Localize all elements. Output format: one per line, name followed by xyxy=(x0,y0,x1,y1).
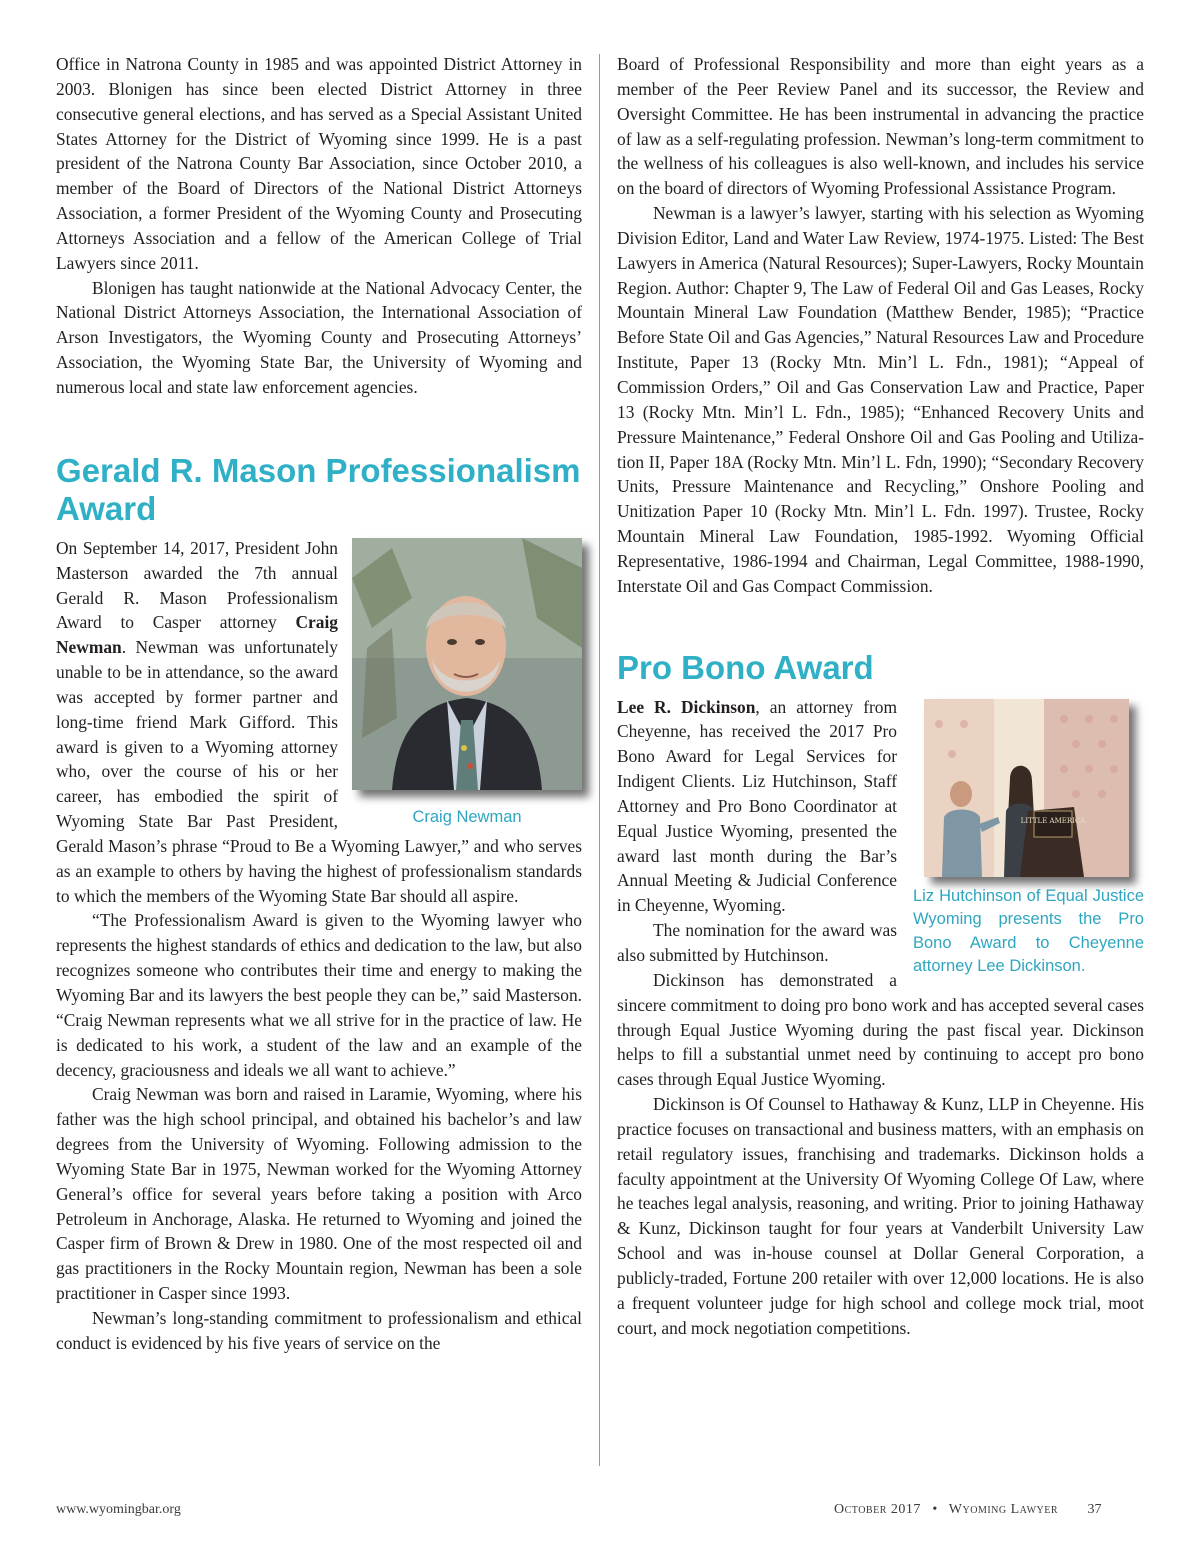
paragraph-blonigen-taught: Blonigen has taught nationwide at the National Advocacy Center, the National District Attorneys Association, the International Association of Arson Investigators, the Wyoming County and Prosecuting Attorneys’ Association, the Wyoming State Bar, the University of Wyoming and numerous local and state law enforcement agencies. xyxy=(56,277,582,397)
dickinson-figure xyxy=(913,695,1144,979)
lee-dickinson-name: Lee R. Dickinson xyxy=(617,696,756,717)
award-intro-text: On September 14, 2017, President John Masterson awarded the 7th annual Gerald R. Mason Professionalism Award to Casper attorney xyxy=(56,537,338,633)
paragraph-newman-board: Board of Professional Responsibility and more than eight years as a member of the Peer Review Panel and its successor, the Review and Oversight Committee. He has been instrumental in advancing the practice of law as a self-regulating profession. Newman’s long-term commitment to the wellness of his colleagues is also well-known, and includes his service on the board of directors of Wyoming Professional Assistance Program. xyxy=(617,54,1144,199)
paragraph-blonigen-intro: Office in Natrona County in 1985 and was appointed District Attorney in 2003. Blonigen has since been elected District Attorney in three consecutive general elections, and has served as a Special Assistant United States Attorney for the District of Wyoming since 1999. He is a past president of the Natrona County Bar Association, since October 2010, a member of the Board of Directors of the National District Attorneys Association, a former President of the Wyoming County and Prosecuting Attorneys Association and a fellow of the American College of Trial Lawyers since 2011. xyxy=(56,54,582,273)
craig-newman-photo xyxy=(352,538,582,790)
pro-bono-photo-caption: Liz Hutchinson of Equal Justice Wyoming presents the Pro Bono Award to Cheyenne attorney Lee Dickinson. xyxy=(913,886,1144,976)
column-divider xyxy=(599,54,600,1466)
pro-bono-award-scene xyxy=(924,699,1129,877)
paragraph-masterson-quote: “The Professionalism Award is given to the Wyoming lawyer who represents the highest standards of ethics and dedication to the law, but also recognizes someone who contributes their time and energy to making the Wyoming Bar and its lawyers the best people they can be,” said Masterson. “Craig Newman represents what we all strive for in the practice of law. He is dedicated to his work, a student of the law and an example of the decency, graciousness and ideals we all want to achieve.” xyxy=(56,910,582,1080)
craig-newman-name: Craig Newman xyxy=(56,612,338,658)
paragraph-nomination: The nomination for the award was also submitted by Hutchinson. xyxy=(617,920,897,965)
paragraph-newman-commitment: Newman’s long-standing commitment to professionalism and ethical conduct is evidenced by his five years of service on the xyxy=(56,1307,582,1353)
footer-page-number: 37 xyxy=(1087,1502,1102,1517)
paragraph-newman-born: Craig Newman was born and raised in Laramie, Wyoming, where his father was the high school principal, and obtained his bachelor’s and law degrees from the University of Wyoming. Following admission to the Wyoming State Bar in 1975, Newman worked for the Wyoming Attorney General’s office for several years before taking a position with Arco Petroleum in Anchorage, Alaska. He returned to Wyoming and joined the Casper firm of Brown & Drew in 1980. One of the most respected oil and gas practitioners in the Rocky Mountain region, Newman has been a sole practitioner in Casper since 1993. xyxy=(56,1084,582,1304)
award-body-text: . Newman was unfortunately unable to be in attendance, so the award was accepted by former partner and long-time friend Mark Gifford. This award is given to a Wyoming attorney who, over the course of his or her career, has embodied the spirit of Wyoming State Bar Past President, Gerald Mason’s phrase “Proud to Be a Wyoming Lawyer,” and who serves as an example to others by having the highest of professionalism standards to which the members of the Wyoming State Bar should all aspire. xyxy=(56,637,582,906)
pro-bono-award-photo xyxy=(924,699,1129,877)
paragraph-newman-lawyers-lawyer: Newman is a lawyer’s lawyer, starting with his selection as Wyoming Division Editor, Land and Water Law Review, 1974-1975. Listed: The Best Lawyers in America (Natural Resources); Super-Lawyers, Rocky Mountain Region. Author: Chapter 9, The Law of Federal Oil and Gas Leases, Rocky Mountain Mineral Law Foundation (Matthew Bender, 1985); “Practice Before State Oil and Gas Agencies,” Natural Resources Law and Procedure Institute, Paper 13 (Rocky Mtn. Min’l L. Fdn., 1981); “Appeal of Commission Orders,” Oil and Gas Conservation Law and Practice, Paper 13 (Rocky Mtn. Min’l L. Fdn., 1985); “Enhanced Recovery Units and Pressure Maintenance,” Federal Onshore Oil and Gas Pooling and Utilization II, Paper 18A (Rocky Mtn. Min’l L. Fdn, 1990); “Secondary Recovery Units, Pressure Maintenance and Recycling,” Onshore Pooling and Unitization Paper 10 (Rocky Mtn. Min’l L. Fdn. 1997). Trustee, Rocky Mountain Mineral Law Foundation, 1985-1992. Wyoming Official Representative, 1986-1994 and Chairman, Legal Committee, 1988-1990, Interstate Oil and Gas Compact Commission. xyxy=(617,203,1144,596)
podium-sign: LITTLE AMERICA xyxy=(1020,816,1086,825)
left-column xyxy=(56,52,582,1356)
footer-publication: Wyoming Lawyer xyxy=(948,1502,1059,1517)
craig-newman-portrait xyxy=(352,538,582,790)
pro-bono-award-text: , an attorney from Cheyenne, has received the 2017 Pro Bono Award for Legal Services for Indigent Clients. Liz Hutchinson, Staff Attorney and Pro Bono Coordinator at Equal Justice Wyoming, presented the award last month during the Bar’s Annual Meeting & Judicial Conference in Cheyenne, Wyoming. xyxy=(617,696,898,916)
pro-bono-award-heading: Pro Bono Award xyxy=(617,648,874,686)
right-column xyxy=(617,52,1144,1341)
paragraph-dickinson-counsel: Dickinson is Of Counsel to Hathaway & Kunz, LLP in Cheyenne. His practice focuses on transactional and business matters, with an emphasis on retail regulatory issues, franchising and trademarks. Dickinson holds a faculty appointment at the University Of Wyoming College Of Law, where he teaches legal analysis, reasoning, and writing. Prior to joining Hathaway & Kunz, Dickinson taught for four years at Vanderbilt University Law School and was in-house counsel at Dollar General Corporation, a publicly-traded, Fortune 200 retailer with over 12,000 locations. He is also a frequent volunteer judge for high school and college mock trial, moot court, and mock negotiation competitions. xyxy=(617,1094,1144,1338)
footer-issue-date: October 2017 xyxy=(834,1502,921,1517)
footer-issue-line xyxy=(834,1502,1102,1518)
paragraph-dickinson-demonstrated: Dickinson has demonstrated a sincere commitment to doing pro bono work and has accepted several cases through Equal Justice Wyoming during the past fiscal year. Dickinson helps to fill a substantial unmet need by continuing to accept pro bono cases through Equal Justice Wyoming. xyxy=(617,969,1144,1090)
newman-photo-caption: Craig Newman xyxy=(412,807,522,826)
footer-bullet: • xyxy=(932,1502,938,1517)
mason-award-heading: Gerald R. Mason Professionalism Award xyxy=(56,451,581,527)
newman-figure xyxy=(352,536,582,830)
footer-website: www.wyomingbar.org xyxy=(56,1502,181,1517)
